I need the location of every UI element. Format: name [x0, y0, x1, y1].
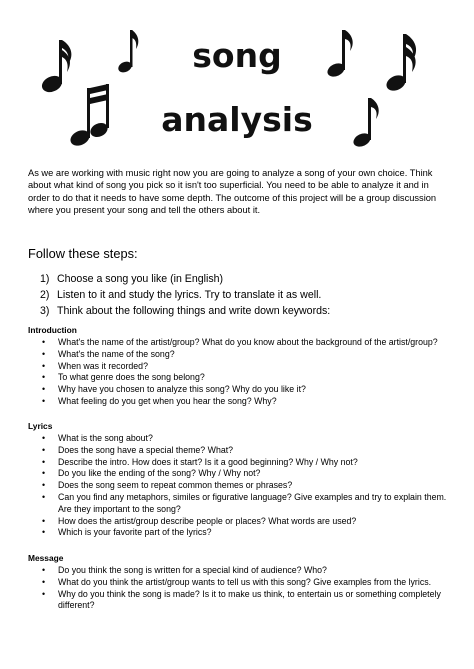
list-item: • Can you find any metaphors, similes or figurative language? Give examples and try to explain them. Are they important to the song?	[42, 491, 447, 514]
section-heading: Message	[28, 553, 64, 563]
list-item: • Why have you chosen to analyze this song? Why do you like it?	[42, 384, 306, 395]
section-introduction	[28, 325, 458, 408]
list-item: • What feeling do you get when you hear the song? Why?	[42, 395, 277, 406]
list-item: • To what genre does the song belong?	[42, 372, 205, 383]
list-item: • Describe the intro. How does it start? Is it a good beginning? Why / Why not?	[42, 456, 358, 467]
list-item: • What's the name of the artist/group? What do you know about the background of the artist/group?	[42, 337, 438, 347]
step-item: 1) Choose a song you like (in English)	[40, 273, 224, 285]
section-message	[28, 553, 458, 612]
step-item: 3) Think about the following things and write down keywords:	[40, 305, 331, 317]
steps-heading: Follow these steps:	[28, 246, 138, 261]
list-item: • When was it recorded?	[42, 360, 148, 371]
list-item: • Do you think the song is written for a special kind of audience? Who?	[42, 565, 327, 575]
list-item: • Does the song have a special theme? What?	[42, 444, 234, 455]
list-item: • Does the song seem to repeat common themes or phrases?	[42, 480, 293, 491]
title-line-2: analysis	[161, 100, 313, 139]
step-item: 2) Listen to it and study the lyrics. Try to translate it as well.	[40, 289, 322, 301]
section-lyrics	[28, 421, 458, 539]
list-item: • What do you think the artist/group wants to tell us with this song? Give examples from the lyrics.	[42, 576, 432, 587]
list-item: • How does the artist/group describe people or places? What words are used?	[42, 515, 357, 526]
list-item: • What is the song about?	[42, 433, 153, 443]
list-item: • What's the name of the song?	[42, 348, 175, 359]
steps-list	[40, 271, 460, 319]
intro-paragraph: As we are working with music right now you are going to analyze a song of your own choice. Think about what kind of song you pick so it isn't too superficial. You need to be able to analyze it and in order to do that it needs to have some depth. The outcome of this project will be a group discussion where you present your song and tell the others about it.	[28, 168, 437, 216]
section-heading: Introduction	[28, 325, 77, 335]
list-item: • Why do you think the song is made? Is it to make us think, to entertain us or something completely different?	[42, 588, 441, 611]
list-item: • Do you like the ending of the song? Why / Why not?	[42, 468, 261, 479]
section-heading: Lyrics	[28, 421, 53, 431]
title-line-1: song	[192, 36, 282, 75]
list-item: • Which is your favorite part of the lyrics?	[42, 527, 212, 538]
